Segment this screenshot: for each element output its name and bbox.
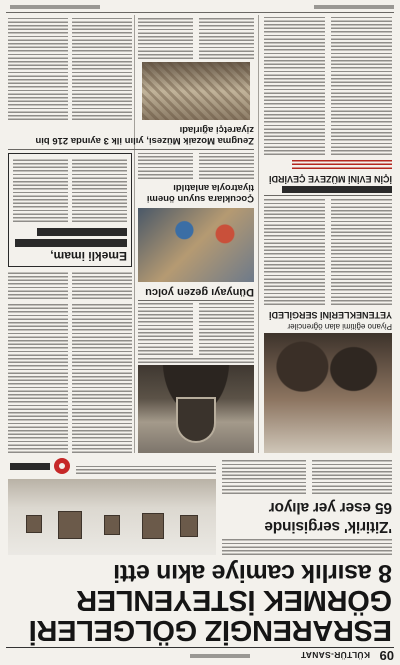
mosque-arch (176, 397, 216, 443)
theatre-headline-line2: tiyatroyla anlatıldı (173, 182, 254, 193)
exhibition-lede (222, 537, 392, 555)
main-body-col2a (199, 303, 254, 355)
theatre-headline-line1: Çocuklara suyun önemi (146, 193, 254, 204)
theatre-body-col1 (199, 153, 254, 179)
imam-story-box (8, 153, 132, 267)
painting (58, 511, 82, 539)
main-headline-line1: ESRARENGİZ GÖLGELERİ (29, 614, 392, 646)
page-number: 09 (379, 648, 394, 663)
zeugma-body-col3 (72, 17, 132, 120)
footer-rule (6, 12, 394, 13)
imam-headline-line1: Emekli imam, (50, 249, 127, 263)
main-body-col2b (138, 303, 193, 355)
footer-line (10, 5, 100, 9)
story-separator (264, 195, 392, 196)
painting (142, 513, 164, 539)
painting (104, 515, 120, 535)
header-rule (6, 647, 394, 648)
main-body-col3a (72, 303, 132, 453)
logo-dot (59, 463, 65, 469)
painting (180, 515, 198, 537)
zeugma-body-col1 (199, 17, 254, 59)
exhibition-headline-line1: 'Zitirik' sergisinde (264, 518, 392, 535)
imam-headline-line2 (15, 239, 127, 247)
home-museum-pull-quote (292, 160, 392, 169)
piano-body-col2 (264, 199, 325, 305)
column-rule (134, 15, 135, 453)
date-line (190, 654, 250, 658)
main-body-col3c (72, 271, 132, 299)
home-museum-body-col1 (331, 17, 392, 155)
news-photo (138, 208, 254, 282)
main-headline-line2: GÖRMEK İSTEYENLER (76, 584, 392, 616)
mosque-photo-caption (138, 358, 254, 363)
exhibition-hall-photo (8, 479, 216, 555)
logo-wordmark (10, 463, 50, 470)
imam-headline-line3 (37, 228, 127, 236)
museum-photo (142, 62, 250, 120)
mosque-crowd-photo (138, 365, 254, 453)
theatre-body-col2 (138, 153, 193, 179)
exhibition-photo-caption (76, 466, 216, 474)
home-museum-headline-line1 (282, 186, 392, 193)
column-rule (258, 15, 259, 453)
zeugma-headline: Zeugma Mozaik Müzesi, yılın ilk 3 ayında 216 bin ziyaretçi ağırladı (35, 124, 254, 146)
exhibition-body-col2 (222, 458, 306, 494)
section-label: KÜLTÜR-SANAT (300, 650, 370, 660)
zeugma-body-col2 (138, 17, 193, 59)
imam-body-col2 (13, 158, 68, 222)
story-separator (8, 149, 254, 150)
piano-kicker: Piyano eğitimi alan öğrenciler (287, 322, 392, 331)
exhibition-body-col1 (312, 458, 392, 494)
main-body-col3b (8, 303, 68, 453)
piano-students-photo (264, 333, 392, 453)
imam-body-col1 (72, 158, 127, 222)
piano-body-col1 (331, 199, 392, 305)
main-headline-deck: 8 asırlık camiye akın etti (113, 559, 392, 587)
logo-mark (54, 458, 70, 474)
exhibition-headline-line2: 65 eser yer alıyor (268, 499, 392, 516)
main-body-col3d (8, 271, 68, 299)
zeugma-body-col4 (8, 17, 68, 120)
home-museum-headline-line2: İÇİN EVİNİ MÜZEYE ÇEVİRDİ (268, 174, 392, 184)
traveler-headline: Dünyayı gezen yolcu (145, 286, 254, 298)
home-museum-body-col2 (264, 17, 325, 155)
footer-line (314, 5, 394, 9)
story-separator (138, 300, 254, 301)
logo (8, 456, 70, 476)
painting (26, 515, 42, 533)
piano-headline: YETENEKLERİNİ SERGİLEDİ (268, 310, 392, 320)
